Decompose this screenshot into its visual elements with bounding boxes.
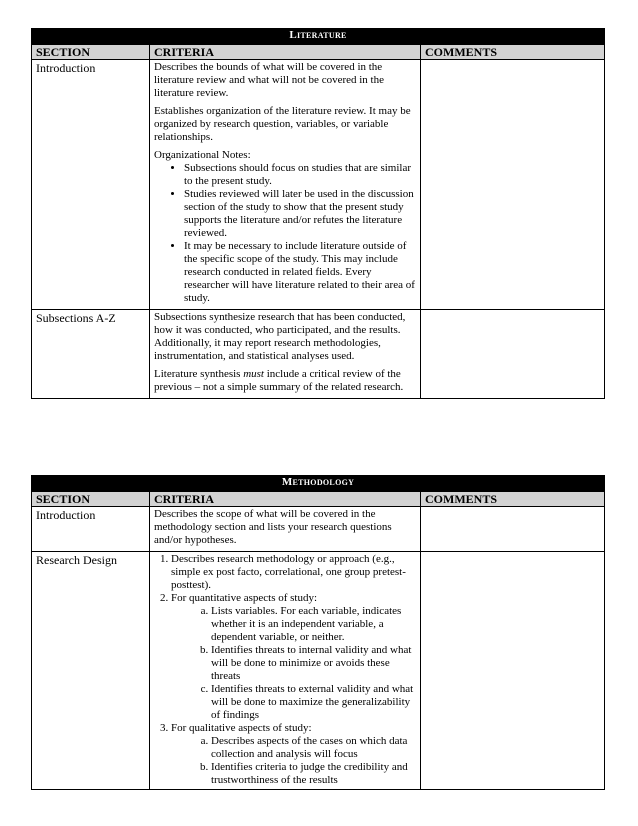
section-cell: Subsections A-Z [32,310,150,399]
criteria-paragraph: Literature synthesis must include a critical review of the previous – not a simple summary of the related research. [154,368,404,393]
section-cell: Research Design [32,552,150,790]
criteria-cell [150,552,421,790]
section-cell: Introduction [32,507,150,552]
comments-cell[interactable] [421,552,605,790]
list-item: b. Identifies threats to internal validity and what will be done to minimize or avoids these threats [211,644,416,683]
criteria-paragraph: Describes the scope of what will be covered in the methodology section and lists your research questions and/or hypotheses. [154,508,392,546]
criteria-paragraph: Subsections synthesize research that has been conducted, how it was conducted, who participated, and the results. Additionally, it may report research methodologies, instrumentation, and statistical analyses used. [154,311,406,362]
methodology-table [31,475,605,790]
list-item: a. Lists variables. For each variable, indicates whether it is an independent variable, a dependent variable, or neither. [211,605,416,644]
criteria-paragraph: Describes the bounds of what will be covered in the literature review and what will not be covered in the literature review. [154,61,384,99]
design-list [154,553,416,787]
list-item: 3. For qualitative aspects of study: a. Describes aspects of the cases on which data collection and analysis will focus b. Identifies criteria to judge the credibility and trustworthiness of the results [171,722,416,787]
comments-cell[interactable] [421,507,605,552]
methodology-banner: Methodology [32,476,605,492]
notes-list [154,162,416,305]
notes-title: Organizational Notes: [154,149,251,161]
sub-list [171,735,416,787]
list-item: 1. Describes research methodology or approach (e.g., simple ex post facto, correlational, one group pretest-posttest). [171,553,416,592]
list-item: 2. For quantitative aspects of study: a. Lists variables. For each variable, indicates whether it is an independent variable, a dependent variable, or neither. b. Identifies threats to internal validity and what will be done to minimize or avoids these threats c. Identifies threats to external validity and what will be done to maximize the generalizability of findings [171,592,416,722]
table-row [32,507,605,552]
methodology-banner-row [32,476,605,492]
methodology-header-row [32,492,605,507]
list-item: • Subsections should focus on studies that are similar to the present study. [184,162,416,188]
comments-cell[interactable] [421,310,605,399]
literature-banner-row [32,29,605,45]
comments-header: COMMENTS [421,45,605,60]
comments-header: COMMENTS [421,492,605,507]
criteria-cell [150,60,421,310]
table-row [32,60,605,310]
criteria-header: CRITERIA [150,45,421,60]
criteria-paragraph: Establishes organization of the literature review. It may be organized by research question, variables, or variable relationships. [154,105,411,143]
list-item: • Studies reviewed will later be used in the discussion section of the study to show that the present study supports the literature and/or refutes the literature reviewed. [184,188,416,240]
emphasis-text: must [243,368,264,380]
literature-table [31,28,605,399]
section-header: SECTION [32,492,150,507]
list-item: b. Identifies criteria to judge the credibility and trustworthiness of the results [211,761,416,787]
table-row [32,552,605,790]
section-cell: Introduction [32,60,150,310]
list-item: • It may be necessary to include literature outside of the specific scope of the study. This may include research conducted in related fields. Every researcher will have literature related to their area of study. [184,240,416,305]
literature-header-row [32,45,605,60]
criteria-cell [150,507,421,552]
sub-list [171,605,416,722]
criteria-cell [150,310,421,399]
section-header: SECTION [32,45,150,60]
list-item: a. Describes aspects of the cases on which data collection and analysis will focus [211,735,416,761]
criteria-header: CRITERIA [150,492,421,507]
table-row [32,310,605,399]
literature-banner: Literature [32,29,605,45]
list-item: c. Identifies threats to external validity and what will be done to maximize the generalizability of findings [211,683,416,722]
comments-cell[interactable] [421,60,605,310]
